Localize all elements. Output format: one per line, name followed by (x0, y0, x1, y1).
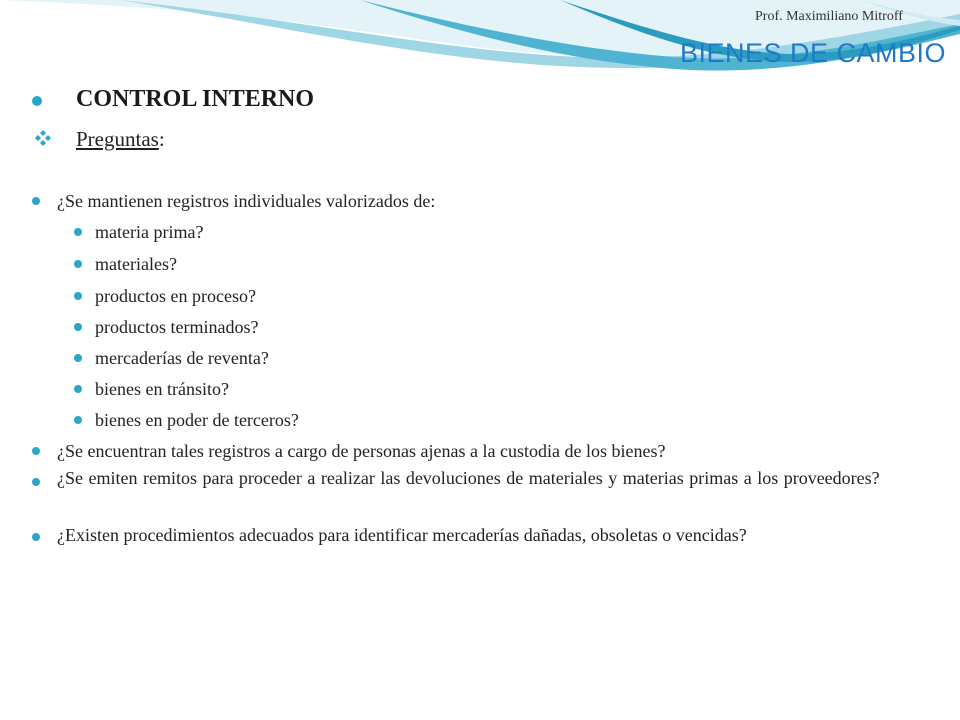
sub-bullet-item: mercaderías de reventa? (95, 348, 269, 368)
bullet-dot (32, 478, 40, 486)
bullet-dot (32, 197, 40, 205)
sub-bullet-dot (74, 228, 82, 236)
sub-bullet-item: productos en proceso? (95, 286, 256, 306)
section-heading: CONTROL INTERNO (76, 86, 315, 112)
sub-bullet-item: bienes en poder de terceros? (95, 410, 299, 430)
author-name: Prof. Maximiliano Mitroff (755, 9, 903, 24)
bullet-dot (32, 96, 42, 106)
sub-bullet-dot (74, 323, 82, 331)
sub-bullet-dot (74, 260, 82, 268)
subheading-label: Preguntas (76, 127, 159, 151)
sub-bullet-item: productos terminados? (95, 317, 259, 337)
sub-bullet-dot (74, 385, 82, 393)
subheading (76, 127, 165, 152)
sub-bullet-dot (74, 416, 82, 424)
bullet-item: ¿Existen procedimientos adecuados para identificar mercaderías dañadas, obsoletas o vencidas? (57, 525, 747, 545)
bullet-item: ¿Se mantienen registros individuales valorizados de: (57, 191, 436, 211)
sub-bullet-dot (74, 292, 82, 300)
sub-bullet-item: bienes en tránsito? (95, 379, 229, 399)
bullet-item: ¿Se encuentran tales registros a cargo de personas ajenas a la custodia de los bienes? (57, 441, 666, 461)
sub-bullet-dot (74, 354, 82, 362)
bullet-dot (32, 447, 40, 455)
subheading-colon: : (158, 127, 165, 151)
bullet-dot (32, 533, 40, 541)
sub-bullet-item: materia prima? (95, 222, 204, 242)
slide-title: BIENES DE CAMBIO (680, 38, 947, 68)
bullet-item: ¿Se emiten remitos para proceder a realizar las devoluciones de materiales y materias primas a los proveedores? (57, 468, 880, 488)
diamond-bullet-icon (34, 129, 52, 147)
sub-bullet-item: materiales? (95, 254, 177, 274)
